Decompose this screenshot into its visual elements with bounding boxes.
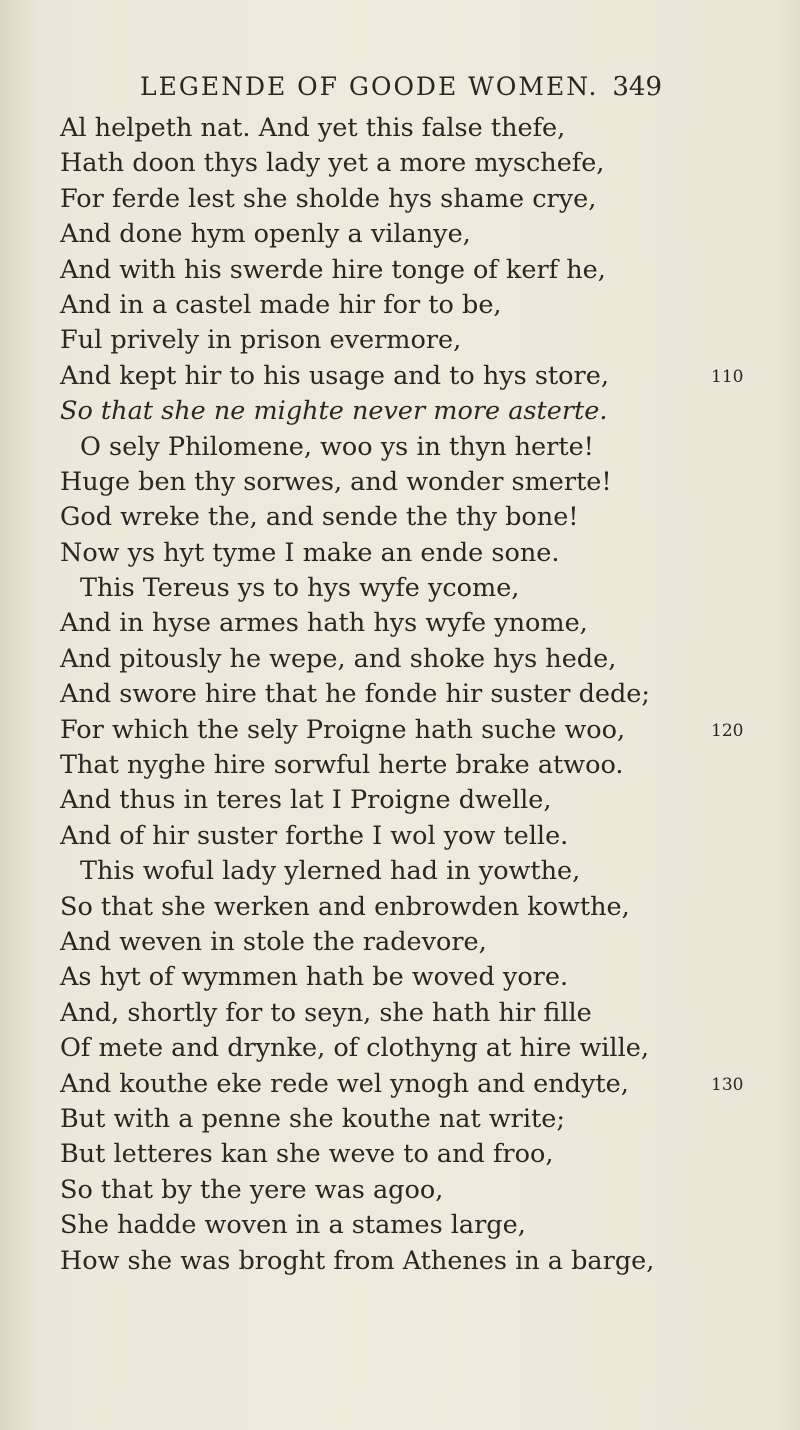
verse-line: And with his swerde hire tonge of kerf he, [60, 254, 606, 285]
verse-line: And kouthe eke rede wel ynogh and endyte, 130 [60, 1067, 780, 1102]
verse-line: This Tereus ys to hys wyfe ycome, [80, 573, 520, 604]
verse-line: So that by the yere was agoo, [60, 1174, 444, 1205]
verse-line: And done hym openly a vilanye, [60, 219, 471, 250]
verse-line: And of hir suster forthe I wol yow telle. [60, 820, 569, 851]
verse-line: How she was broght from Athenes in a barge, [60, 1245, 655, 1276]
verse-line: This woful lady ylerned had in yowthe, [80, 856, 581, 887]
verse-line: As hyt of wymmen hath be woved yore. [60, 962, 569, 993]
verse-line: But with a penne she kouthe nat write; [60, 1103, 565, 1134]
verse-line: That nyghe hire sorwful herte brake atwoo. [60, 750, 624, 781]
verse-line: O sely Philomene, woo ys in thyn herte! [80, 431, 594, 462]
verse-line: And swore hire that he fonde hir suster dede; [60, 679, 650, 710]
line-number: 130 [711, 1074, 744, 1095]
running-title: LEGENDE OF GOODE WOMEN. [140, 72, 599, 101]
verse-line: And in a castel made hir for to be, [60, 289, 502, 320]
verse-line: She hadde woven in a stames large, [60, 1210, 526, 1241]
page-header [140, 72, 660, 108]
verse-line: And weven in stole the radevore, [60, 926, 487, 957]
verse-line: Hath doon thys lady yet a more myschefe, [60, 148, 605, 179]
verse-line: And pitously he wepe, and shoke hys hede, [60, 643, 617, 674]
line-number: 110 [711, 366, 744, 387]
verse-line: Of mete and drynke, of clothyng at hire wille, [60, 1033, 649, 1064]
verse-line: So that she werken and enbrowden kowthe, [60, 891, 630, 922]
verse-line: Al helpeth nat. And yet this false thefe, [60, 113, 566, 143]
verse-line: For which the sely Proigne hath suche woo, 120 [60, 713, 780, 748]
verse-line: And, shortly for to seyn, she hath hir fille [60, 997, 592, 1028]
verse-block [60, 111, 780, 1279]
page-number: 349 [612, 72, 662, 102]
verse-line: And thus in teres lat I Proigne dwelle, [60, 785, 552, 816]
verse-line: But letteres kan she weve to and froo, [60, 1139, 554, 1170]
verse-line: Now ys hyt tyme I make an ende sone. [60, 537, 560, 568]
verse-line: For ferde lest she sholde hys shame crye, [60, 183, 597, 214]
verse-line: Huge ben thy sorwes, and wonder smerte! [60, 466, 612, 497]
line-number: 120 [711, 720, 744, 741]
verse-line: So that she ne mighte never more asterte. [60, 396, 608, 427]
verse-line: And in hyse armes hath hys wyfe ynome, [60, 608, 588, 639]
verse-line: Ful prively in prison evermore, [60, 325, 462, 356]
verse-line: God wreke the, and sende the thy bone! [60, 502, 579, 533]
verse-line: And kept hir to his usage and to hys store, 110 [60, 359, 780, 394]
